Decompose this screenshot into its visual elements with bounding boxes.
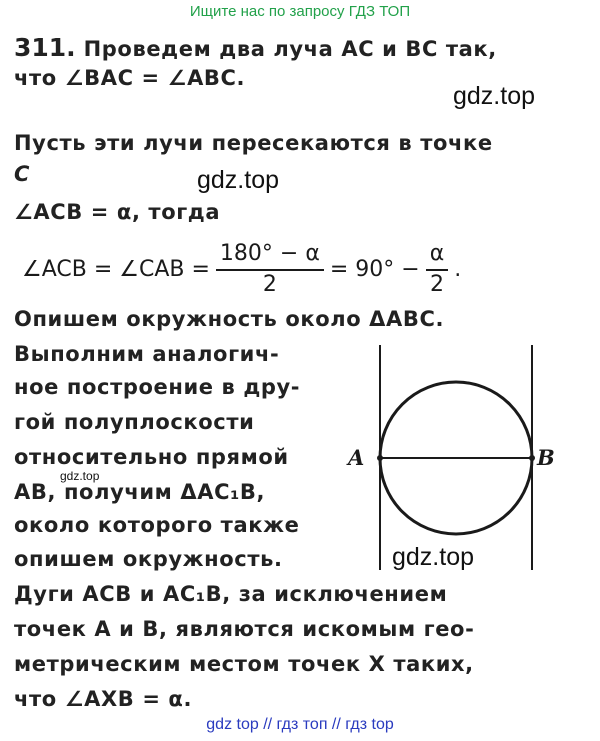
fraction-1 <box>216 242 324 297</box>
watermark-3: gdz.top <box>60 469 100 483</box>
line-13: опишем окружность. <box>14 547 283 571</box>
line-4: C <box>14 162 31 186</box>
line-8: ное построение в дру- <box>14 375 301 399</box>
line-17: что ∠AXB = α. <box>14 687 193 711</box>
line-1-text: Проведем два луча AC и BC так, <box>83 37 497 61</box>
line-15: точек A и B, являются искомым гео- <box>14 617 475 641</box>
line-2: что ∠BAC = ∠ABC. <box>14 66 246 90</box>
line-7: Выполним аналогич- <box>14 342 280 366</box>
banner-top: Ищите нас по запросу ГДЗ ТОП <box>189 3 411 20</box>
line-12: около которого также <box>14 513 300 537</box>
formula-mid: = 90° − <box>329 257 420 283</box>
fraction-2 <box>426 242 449 297</box>
figure <box>340 345 570 579</box>
label-a: A <box>348 445 365 470</box>
point-a <box>377 455 383 461</box>
fraction-2-denominator: 2 <box>429 272 444 298</box>
fraction-2-numerator: α <box>426 242 449 271</box>
line-10: относительно прямой <box>14 445 289 469</box>
line-5: ∠ACB = α, тогда <box>14 200 221 224</box>
line-6: Опишем окружность около ΔABC. <box>14 307 445 331</box>
problem-number: 311. <box>14 33 76 62</box>
line-1 <box>14 33 497 62</box>
line-11: AB, получим ΔAC₁B, <box>14 480 266 504</box>
label-b: B <box>537 445 555 470</box>
watermark-1: gdz.top <box>453 82 536 110</box>
banner-bottom: gdz top // гдз топ // гдз top <box>206 716 394 733</box>
line-16: метрическим местом точек X таких, <box>14 652 474 676</box>
watermark-2: gdz.top <box>197 166 280 194</box>
line-9: гой полуплоскости <box>14 410 255 434</box>
line-3: Пусть эти лучи пересекаются в точке <box>14 131 493 155</box>
point-b <box>529 455 535 461</box>
formula-end: . <box>454 257 462 283</box>
circle-figure <box>340 345 570 575</box>
formula-lhs: ∠ACB = ∠CAB = <box>22 257 210 283</box>
fraction-1-numerator: 180° − α <box>216 242 324 271</box>
fraction-1-denominator: 2 <box>262 272 277 298</box>
line-14: Дуги ACB и AC₁B, за исключением <box>14 582 448 606</box>
formula <box>22 242 461 297</box>
watermark-4: gdz.top <box>392 543 475 571</box>
